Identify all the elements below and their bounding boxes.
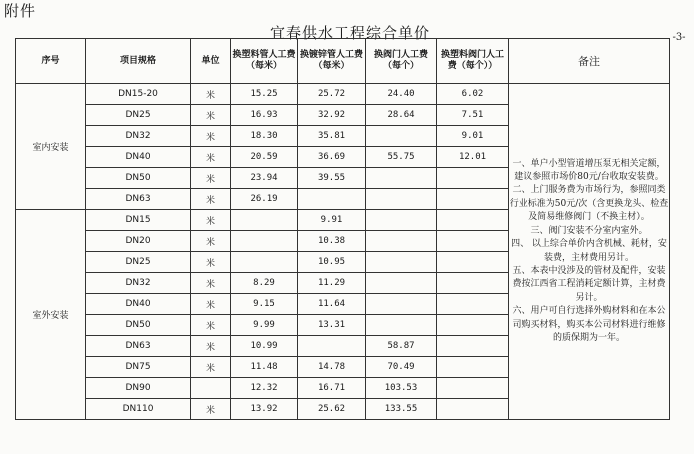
cell-spec: DN15-20 [86,84,191,105]
cell-spec: DN50 [86,168,191,189]
header-pe-pipe: 换塑料管人工费（每米） [231,39,298,84]
cell-pe-valve-fee [437,357,509,378]
cell-pe-valve-fee [437,189,509,210]
remarks-cell [509,84,670,420]
cell-spec: DN40 [86,147,191,168]
remark-item: 四、 以上综合单价内含机械、耗材，安装费，主材费用另计。 [511,239,667,263]
cell-galv-pipe-fee: 10.95 [298,252,366,273]
cell-spec: DN15 [86,210,191,231]
cell-spec: DN32 [86,273,191,294]
cell-spec: DN63 [86,336,191,357]
cell-valve-fee: 24.40 [366,84,437,105]
cell-galv-pipe-fee: 25.62 [298,399,366,420]
cell-pe-pipe-fee: 11.48 [231,357,298,378]
cell-spec: DN25 [86,252,191,273]
cell-pe-pipe-fee [231,210,298,231]
cell-valve-fee [366,252,437,273]
cell-pe-valve-fee [437,399,509,420]
cell-spec: DN63 [86,189,191,210]
cell-valve-fee [366,273,437,294]
cell-unit: 米 [191,105,231,126]
cell-pe-valve-fee [437,252,509,273]
cell-unit: 米 [191,84,231,105]
cell-pe-pipe-fee: 12.32 [231,378,298,399]
cell-pe-valve-fee [437,315,509,336]
cell-unit: 米 [191,147,231,168]
cell-galv-pipe-fee: 32.92 [298,105,366,126]
header-valve: 换阀门人工费（每个） [366,39,437,84]
cell-pe-valve-fee [437,168,509,189]
cell-valve-fee [366,231,437,252]
cell-valve-fee: 133.55 [366,399,437,420]
cell-unit: 米 [191,399,231,420]
header-pe-valve: 换塑料阀门人工费（每个）） [437,39,509,84]
cell-galv-pipe-fee: 36.69 [298,147,366,168]
cell-valve-fee [366,126,437,147]
cell-pe-pipe-fee [231,231,298,252]
cell-spec: DN75 [86,357,191,378]
cell-galv-pipe-fee: 9.91 [298,210,366,231]
cell-spec: DN50 [86,315,191,336]
cell-valve-fee: 58.87 [366,336,437,357]
cell-unit: 米 [191,357,231,378]
cell-pe-pipe-fee: 9.99 [231,315,298,336]
attachment-label: 附件 [4,2,37,20]
cell-unit: 米 [191,315,231,336]
cell-galv-pipe-fee: 11.64 [298,294,366,315]
cell-pe-pipe-fee [231,252,298,273]
header-seq: 序号 [16,39,86,84]
cell-galv-pipe-fee: 16.71 [298,378,366,399]
remark-item: 二、上门服务费为市场行为，参照同类行业标准为50元/次（含更换龙头、检查及简易维修阀门（不换主材）。 [509,185,669,223]
cell-galv-pipe-fee [298,336,366,357]
cell-valve-fee [366,294,437,315]
cell-pe-pipe-fee: 15.25 [231,84,298,105]
table-row [16,84,670,105]
cell-pe-valve-fee: 12.01 [437,147,509,168]
cell-pe-pipe-fee: 26.19 [231,189,298,210]
cell-galv-pipe-fee [298,189,366,210]
header-galv-pipe: 换镀锌管人工费（每米） [298,39,366,84]
cell-pe-pipe-fee: 16.93 [231,105,298,126]
cell-spec: DN90 [86,378,191,399]
cell-unit: 米 [191,168,231,189]
cell-spec: DN25 [86,105,191,126]
cell-pe-valve-fee [437,336,509,357]
remark-item: 六、用户可自行选择外购材料和在本公司购买材料，购买本公司材料进行维修的质保期为一年。 [512,306,666,343]
cell-spec: DN40 [86,294,191,315]
header-row [16,39,670,84]
cell-pe-valve-fee: 9.01 [437,126,509,147]
page-title: 宜春供水工程综合单价 [270,24,431,42]
group-indoor: 室内安装 [16,84,86,210]
cell-unit: 米 [191,294,231,315]
remark-item: 一、单户小型管道增压泵无相关定额，建议参照市场价80元/台收取安装费。 [512,158,666,183]
cell-valve-fee: 55.75 [366,147,437,168]
cell-valve-fee: 70.49 [366,357,437,378]
cell-unit: 米 [191,252,231,273]
cell-pe-valve-fee [437,231,509,252]
header-remark: 备注 [509,39,670,84]
cell-pe-pipe-fee: 13.92 [231,399,298,420]
cell-spec: DN32 [86,126,191,147]
cell-unit: 米 [191,126,231,147]
cell-galv-pipe-fee: 14.78 [298,357,366,378]
cell-pe-pipe-fee: 8.29 [231,273,298,294]
unit-price-table [15,38,670,420]
header-spec: 项目规格 [86,39,191,84]
cell-valve-fee [366,315,437,336]
cell-galv-pipe-fee: 35.81 [298,126,366,147]
cell-galv-pipe-fee: 13.31 [298,315,366,336]
remark-item: 五、本表中没涉及的管材及配件，安装费按江西省工程消耗定额计算，主材费另计。 [512,265,666,303]
cell-galv-pipe-fee: 10.38 [298,231,366,252]
cell-pe-pipe-fee: 23.94 [231,168,298,189]
page-number: -3- [672,32,686,43]
cell-pe-valve-fee [437,378,509,399]
cell-valve-fee: 28.64 [366,105,437,126]
cell-unit: 米 [191,231,231,252]
remark-item: 三、阀门安装不分室内室外。 [530,225,648,236]
cell-unit: 米 [191,273,231,294]
cell-pe-valve-fee: 7.51 [437,105,509,126]
cell-galv-pipe-fee: 39.55 [298,168,366,189]
cell-unit: 米 [191,210,231,231]
cell-unit: 米 [191,189,231,210]
cell-pe-valve-fee [437,294,509,315]
cell-unit [191,378,231,399]
cell-spec: DN110 [86,399,191,420]
cell-pe-pipe-fee: 9.15 [231,294,298,315]
cell-pe-pipe-fee: 20.59 [231,147,298,168]
cell-pe-pipe-fee: 10.99 [231,336,298,357]
cell-pe-valve-fee [437,210,509,231]
cell-galv-pipe-fee: 25.72 [298,84,366,105]
cell-valve-fee [366,189,437,210]
cell-galv-pipe-fee: 11.29 [298,273,366,294]
group-outdoor: 室外安装 [16,210,86,420]
cell-pe-pipe-fee: 18.30 [231,126,298,147]
cell-valve-fee [366,168,437,189]
cell-spec: DN20 [86,231,191,252]
cell-pe-valve-fee: 6.02 [437,84,509,105]
cell-valve-fee: 103.53 [366,378,437,399]
cell-valve-fee [366,210,437,231]
header-unit: 单位 [191,39,231,84]
cell-unit: 米 [191,336,231,357]
cell-pe-valve-fee [437,273,509,294]
